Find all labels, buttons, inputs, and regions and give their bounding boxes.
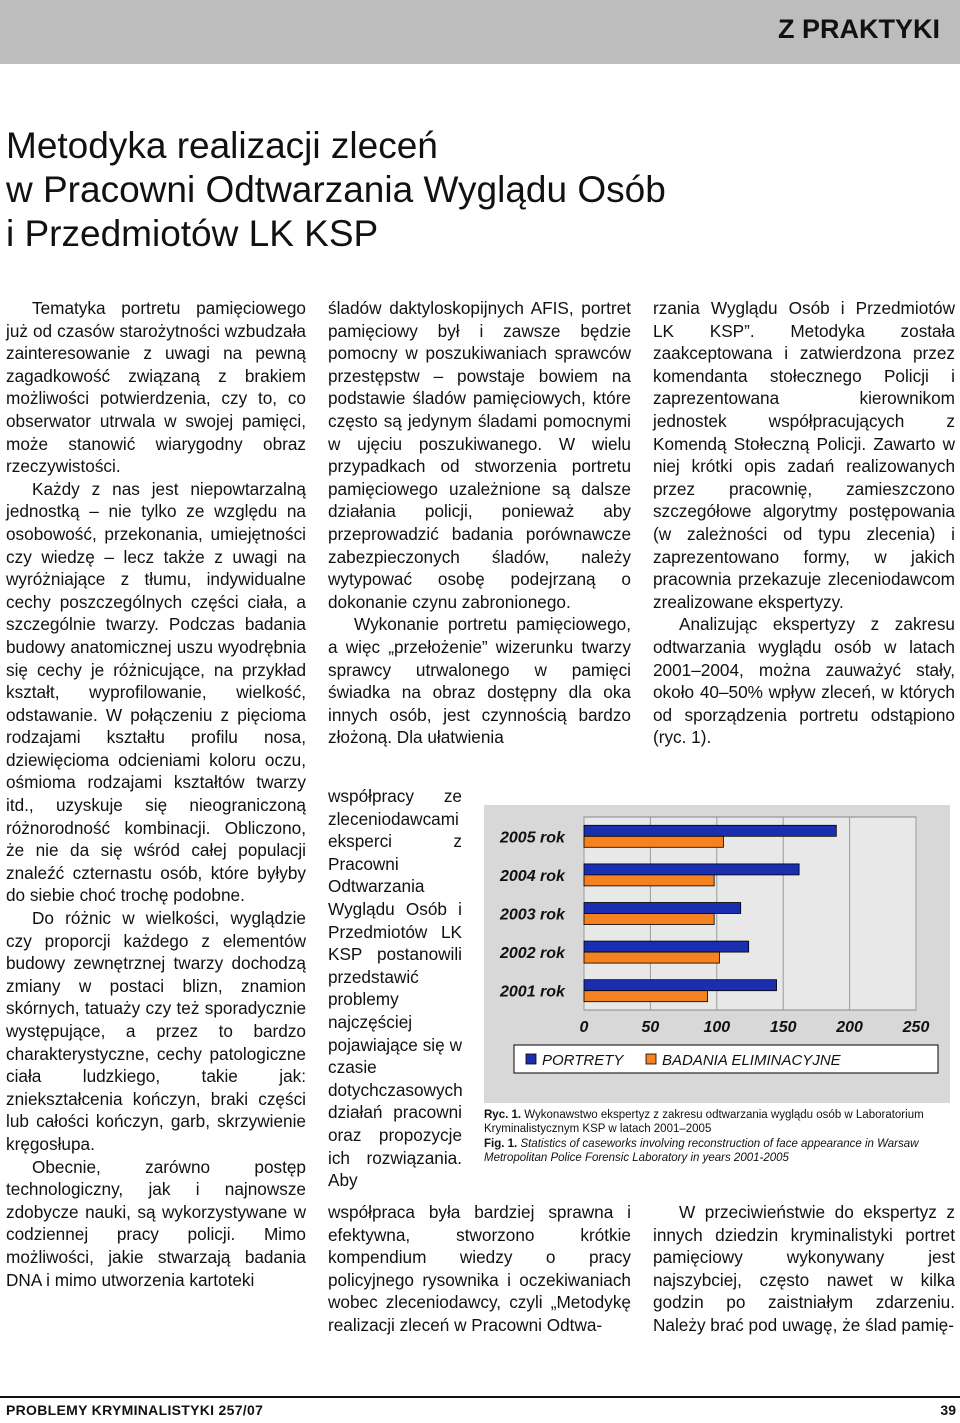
x-tick-label: 50 [641,1019,660,1036]
text-column-2-wrap [328,785,462,1192]
paragraph: rzania Wyglądu Osób i Przedmiotów LK KSP”. Metodyka została zaakceptowana i zatwierdzona przez komendanta stołecznego Policji i zaprezentowana kierownikom jednostek współpracujących z Komendą Stołeczną Policji. Zawarto w niej krótki opis zadań realizowanych przez pracownię, zamieszczono szczegółowe algorytmy postępowania (w zależności od typu zlecenia) i zaprezentowano formy, w jakich pracownia przekazuje zleceniodawcom zrealizowane ekspertyzy. [653,298,955,612]
paragraph: Analizując ekspertyzy z zakresu odtwarzania wyglądu osób w latach 2001–2004, można zauważyć stały, około 40–50% wpływ zleceń, w których od sporządzenia portretu odstąpiono (ryc. 1). [653,614,955,748]
text-column-2-bottom [328,1201,631,1337]
text-column-3-bottom [653,1201,955,1337]
paragraph: Wykonanie portretu pamięciowego, a więc „przełożenie” wizerunku twarzy sprawcy utrwalonego w pamięci świadka na obraz dostępny dla oka innych osób, jest czynnością bardzo złożoną. Dla ułatwienia [328,614,631,748]
category-label: 2003 rok [500,906,565,924]
paragraph: śladów daktyloskopijnych AFIS, portret pamięciowy był i zawsze będzie pomocny w poszukiwaniach sprawców przestępstw – powstaje bowiem na podstawie śladów pamięciowych, które często są jedynym śladami pomocnymi w ujęciu poszukiwanego. W wielu przypadkach od stworzenia portretu pamięciowego uzależnione są dalsze działania policji, ponieważ aby przeprowadzić badania porównawcze zabezpieczonych śladów, należy wytypować osobę podejrzaną o dokonanie czynu zabronionego. [328,298,631,612]
footer-rule [0,1396,960,1398]
paragraph: W przeciwieństwie do ekspertyz z innych dziedzin kryminalistyki portret pamięciowy wykonywany jest najszybciej, często nawet w kilka godzin po zaistniałym zdarzeniu. Należy brać pod uwagę, że ślad pamię- [653,1202,955,1335]
bar [584,991,708,1002]
bar [584,825,836,836]
x-tick-label: 200 [836,1019,863,1036]
category-label: 2001 rok [500,983,565,1001]
bar [584,836,723,847]
x-tick-label: 100 [703,1019,731,1036]
journal-name: PROBLEMY KRYMINALISTYKI 257/07 [6,1402,264,1418]
bar [584,914,714,925]
paragraph: Każdy z nas jest niepowtarzalną jednostką – nie tylko ze względu na osobowość, przekonania, umiejętności czy wiedzę – lecz także z uwagi na wyróżniające z tłumu, indywidualne cechy poszczególnych części ciała, a szczególnie twarzy. Podczas badania budowy anatomicznej uszu wyodrębnia się cechy je różnicujące, na przykład kształt, wyprofilowanie, wielkość, odstawanie. W połączeniu z pięcioma rodzajami kształtu profilu nosa, dziewięcioma odcieniami koloru oczu, ośmioma rodzajami kształtów twarzy itd., uzyskuje się nieograniczoną różnorodność kombinacji. Obliczono, że nie da się wśród całej populacji znaleźć czternastu osób, które byłyby do siebie choć trochę podobne. [6,478,306,906]
paragraph: współpracy ze zleceniodawcami eksperci z Pracowni Odtwarzania Wyglądu Osób i Przedmiotów LK KSP postanowili przedstawić problemy najczęściej pojawiające się w czasie dotychczasowych działań pracowni oraz propozycje ich rozwiązania. Aby [328,786,463,1191]
legend-label: BADANIA ELIMINACYJNE [662,1052,841,1069]
title-line: w Pracowni Odtwarzania Wyglądu Osób [6,169,666,210]
caption-label: Ryc. 1. [484,1109,522,1121]
category-label: 2002 rok [500,945,565,963]
article-title [6,124,906,256]
bar [584,903,741,914]
x-tick-label: 150 [769,1019,797,1036]
caption-text-en: Statistics of caseworks involving reconstruction of face appearance in Warsaw Metropolitan Police Forensic Laboratory in years 2001-2005 [484,1137,919,1164]
page-number: 39 [940,1402,956,1418]
category-label: 2005 rok [500,829,565,847]
bar [584,864,799,875]
title-line: Metodyka realizacji zleceń [6,125,438,166]
text-column-2 [328,297,631,749]
legend-label: PORTRETY [542,1052,624,1069]
legend-swatch [646,1054,656,1064]
legend-swatch [526,1054,536,1064]
caption-label-en: Fig. 1. [484,1137,518,1150]
paragraph: Do różnic w wielkości, wyglądzie czy proporcji każdego z elementów budowy zewnętrznej twarzy dochodzą zmiany w postaci blizn, znamion skórnych, tatuaży czy też sporadycznie występujące, a przez to bardzo charakterystyczne, cechy patologiczne ciała ludzkiego, takie jak: zniekształcenia kończyn, braki części lub całości kończyn, garb, skrzywienie kręgosłupa. [6,908,306,1154]
text-column-3 [653,297,955,749]
caption-text: Wykonawstwo ekspertyz z zakresu odtwarzania wyglądu osób w Laboratorium Kryminalistycznym KSP w latach 2001–2005 [484,1109,924,1136]
bar [584,952,719,963]
paragraph: Tematyka portretu pamięciowego już od czasów starożytności wzbudzała zainteresowanie z uwagi na pewną zagadkowość związaną z brakiem możliwości potwierdzenia, czy to, co obserwator utrwala w swojej pamięci, może stanowić wiarygodny obraz rzeczywistości. [6,298,306,477]
figure-caption [484,1108,954,1165]
paragraph: Obecnie, zarówno postęp technologiczny, jak i najnowsze zdobycze nauki, są wykorzystywane w codziennej pracy policji. Mimo możliwości, jakie stwarzają badania DNA i mimo utworzenia kartoteki [6,1156,306,1290]
bar-chart [484,805,950,1103]
bar [584,980,777,991]
section-label: Z PRAKTYKI [778,14,940,44]
chart-svg [484,805,950,1103]
category-label: 2004 rok [500,867,565,885]
title-line: i Przedmiotów LK KSP [6,213,379,254]
x-tick-label: 250 [902,1019,930,1036]
bar [584,941,749,952]
x-tick-label: 0 [579,1019,589,1036]
bar [584,875,714,886]
paragraph: współpraca była bardziej sprawna i efektywna, stworzono krótkie kompendium wiedzy o pracy policyjnego rysownika i oczekiwaniach wobec zleceniodawcy, czyli „Metodykę realizacji zleceń w Pracowni Odtwa- [328,1202,631,1335]
text-column-1 [6,297,306,1291]
